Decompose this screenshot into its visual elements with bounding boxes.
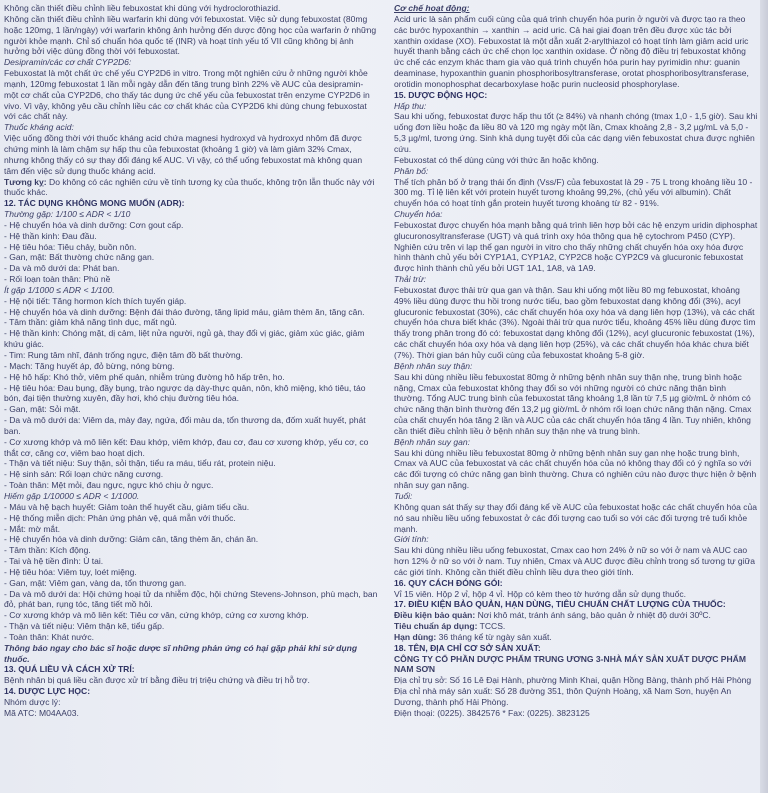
text-line: Không cần thiết điều chỉnh liều warfarin khi dùng với febuxostat. Việc sử dụng febuxostat (80mg hoặc 120mg, 1 lần/ngày) với warfarin không ảnh hưởng đến dược động học của warfarin ở những người khỏe mạnh. Chỉ số chuẩn hóa quốc tế (INR) và hoạt tính yếu tố VII cũng không bị ảnh hưởng bởi việc dùng đồng thời với febuxostat. xyxy=(4,13,377,57)
subheading: Ít gặp 1/1000 ≤ ADR < 1/100. xyxy=(4,284,115,295)
list-item: - Hệ thần kinh: Chóng mặt, dị cảm, liệt nửa người, ngủ gà, thay đổi vị giác, giảm xúc giác, giảm khứu giác. xyxy=(4,328,365,350)
list-item: - Tâm thần: giảm khả năng tình dục, mất ngủ. xyxy=(4,317,177,328)
subheading: Chuyển hóa: xyxy=(394,209,443,220)
section-heading: 12. TÁC DỤNG KHÔNG MONG MUỐN (ADR): xyxy=(4,198,185,209)
label: Tương kỵ: xyxy=(4,176,47,187)
subheading: Giới tính: xyxy=(394,534,429,545)
label: Hạn dùng: xyxy=(394,631,437,642)
text-line: Febuxostat được chuyển hóa mạnh bằng quá trình liên hợp bởi các hệ enzym uridin diphosphat glucuronosyltransferase (UGT) và quá trình oxy hóa thông qua hệ cytochrom P450 (CYP). Nghiên cứu trên vi lạp thể gan người in vitro cho thấy những chất chuyển hóa oxy hóa được hình thành chủ yếu bởi CYP1A1, CYP1A2, CYP2C8 hoặc CYP2C9 và glucuronic febuxostat được hình thành chủ yếu bởi UGT 1A1, 1A8, và 1A9. xyxy=(394,219,758,274)
subheading: Hiếm gặp 1/10000 ≤ ADR < 1/1000. xyxy=(4,490,140,501)
label: Điều kiện bảo quản: xyxy=(394,610,476,621)
list-item: - Mắt: mờ mắt. xyxy=(4,523,60,534)
text-line: Febuxostat được thải trừ qua gan và thận. Sau khi uống một liều 80 mg febuxostat, khoảng 49% liều dùng được thu hồi trong nước tiểu, bao gồm febuxostat dạng không đổi (3%), acyl glucuronic febuxostat (30%), các chất chuyển hóa oxy hóa và dạng liên hợp (13%), và các chất chuyển hóa chưa biết khác (3%). Ngoài thải trừ qua nước tiểu, khoảng 45% liều dùng được tìm thấy trong phân trong đó có: febuxostat dạng không đổi (12%), acyl glucuronic febuxostat (1%), các chất chuyển hóa oxy hóa và dạng liên hợp (25%), và các chất chuyển hóa khác chưa biết (7%). Thời gian bán hủy cuối cùng của febuxostat khoảng 5-8 giờ. xyxy=(394,284,756,360)
text-line: Febuxostat là một chất ức chế yếu CYP2D6 in vitro. Trong một nghiên cứu ở những người khỏe mạnh, 120mg febuxostat 1 lần mỗi ngày dẫn đến tăng trung bình 22% về AUC của desipramin- một cơ chất của CYP2D6, cho thấy tác dụng ức chế yếu của febuxostat trên enzyme CYP2D6 in vivo. Vì vậy, không yêu cầu chỉnh liều các cơ chất khác của CYP2D6 khi dùng chung febuxostat với các chất này. xyxy=(4,68,370,122)
list-item: - Hệ thống miễn dịch: Phản ứng phản vệ, quá mẫn với thuốc. xyxy=(4,512,236,523)
list-item: - Gan, mật: Sỏi mật. xyxy=(4,404,81,415)
address-line: Địa chỉ nhà máy sản xuất: Số 28 đường 351, thôn Quỳnh Hoàng, xã Nam Sơn, huyện An Dương, thành phố Hải Phòng. xyxy=(394,686,732,707)
list-item: - Thận và tiết niệu: Suy thận, sỏi thận, tiểu ra máu, tiểu rát, protein niệu. xyxy=(4,458,276,469)
text: Do không có các nghiên cứu về tính tương kỵ của thuốc, không trộn lẫn thuốc này với thuốc khác. xyxy=(4,176,375,198)
list-item: - Hệ tiêu hóa: Đau bụng, đầy bụng, trào ngược dạ dày-thực quản, nôn, khô miệng, khó tiêu, táo bón, đại tiện thường xuyên, đầy hơi, khó chịu đường tiêu hóa. xyxy=(4,382,366,404)
list-item: - Toàn thân: Khát nước. xyxy=(4,631,95,642)
section-heading: 14. DƯỢC LỰC HỌC: xyxy=(4,686,91,697)
text-line: Sau khi dùng nhiều liều uống febuxostat, Cmax cao hơn 24% ở nữ so với ở nam và AUC cao hơn 12% ở nữ so với ở nam. Tuy nhiên, Cmax và AUC được điều chỉnh trong số tương tự giữa các giới tính. Không cần thiết điều chỉnh liều dựa theo giới tính. xyxy=(394,545,756,577)
text-line xyxy=(4,177,378,199)
list-item: - Hệ chuyển hóa và dinh dưỡng: Bệnh đái tháo đường, tăng lipid máu, giảm thèm ăn, tăng cân. xyxy=(4,306,365,317)
list-item: - Hệ chuyển hóa và dinh dưỡng: Giảm cân, tăng thèm ăn, chán ăn. xyxy=(4,534,259,545)
list-item: - Da và mô dưới da: Phát ban. xyxy=(4,263,120,274)
text-line: Sau khi dùng nhiều liều febuxostat 80mg ở những bệnh nhân suy thận nhẹ, trung bình hoặc nặng, Cmax của febuxostat không thay đổi so với những người có chức năng thận bình thường. Tổng AUC trung bình của febuxostat tăng khoảng 1,8 lần từ 7,5 µg giờ/mL ở nhóm có chức năng thận bình thường đến 13,2 µg giờ/mL ở nhóm rối loạn chức năng thận nặng. Cmax của chất chuyển hóa tăng 2 lần và AUC của các chất chuyển hóa tăng 4 lần. Tuy nhiên, không cần thiết điều chỉnh liều ở bệnh nhân suy thận nhẹ và trung bình. xyxy=(394,371,752,436)
text: Nơi khô mát, tránh ánh sáng, bảo quản ở nhiệt độ dưới 30ºC. xyxy=(475,610,711,621)
text-line xyxy=(394,610,758,621)
section-heading: 15. DƯỢC ĐỘNG HỌC: xyxy=(394,89,488,100)
left-column xyxy=(4,3,378,719)
text-line: Sau khi uống, febuxostat được hấp thu tốt (≥ 84%) và nhanh chóng (tmax 1,0 - 1,5 giờ). Sau khi uống đơn liều hoặc đa liều 80 và 120 mg ngày một lần, Cmax khoảng 2,8 - 3,2 µg/mL và 5,0 - 5,3 µg/ml, tương ứng. Sinh khả dụng tuyệt đối của các dạng viên febuxostat chưa được nghiên cứu. xyxy=(394,111,758,154)
list-item: - Cơ xương khớp và mô liên kết: Tiêu cơ vân, cứng khớp, cứng cơ xương khớp. xyxy=(4,610,309,621)
section-heading: 16. QUY CÁCH ĐÓNG GÓI: xyxy=(394,577,503,588)
label: Tiêu chuẩn áp dụng: xyxy=(394,621,478,632)
list-item: - Thận và tiết niệu: Viêm thận kẽ, tiểu gấp. xyxy=(4,621,165,632)
list-item: - Hệ sinh sản: Rối loạn chức năng cương. xyxy=(4,469,164,480)
text: TCCS. xyxy=(477,621,506,632)
text-line: Không quan sát thấy sự thay đổi đáng kể về AUC của febuxostat hoặc các chất chuyển hóa của nó sau nhiều liều uống febuxostat ở các đối tượng cao tuổi so với các đối tượng trẻ tuổi khỏe mạnh. xyxy=(394,501,758,534)
subheading: Thường gặp: 1/100 ≤ ADR < 1/10 xyxy=(4,209,131,220)
list-item: - Da và mô dưới da: Viêm da, mày đay, ngứa, đổi màu da, tổn thương da, đốm xuất huyết, phát ban. xyxy=(4,415,366,436)
list-item: - Mạch: Tăng huyết áp, đỏ bừng, nóng bừng. xyxy=(4,360,175,371)
list-item: - Gan, mật: Bất thường chức năng gan. xyxy=(4,252,155,263)
warning-note: Thông báo ngay cho bác sĩ hoặc dược sĩ những phản ứng có hại gặp phải khi sử dụng thuốc. xyxy=(4,642,358,664)
subheading: Tuổi: xyxy=(394,490,413,501)
list-item: - Hệ tiêu hóa: Tiêu chảy, buồn nôn. xyxy=(4,241,137,252)
list-item: - Rối loạn toàn thân: Phù nề xyxy=(4,274,111,285)
text-line: Febuxostat có thể dùng cùng với thức ăn hoặc không. xyxy=(394,154,599,165)
list-item: - Hệ nội tiết: Tăng hormon kích thích tuyến giáp. xyxy=(4,295,187,306)
contact-line: Điện thoại: (0225). 3842576 * Fax: (0225). 3823125 xyxy=(394,707,590,718)
text-line: Nhóm dược lý: xyxy=(4,697,61,707)
list-item: - Toàn thân: Mệt mỏi, đau ngực, ngực khó chịu ở ngực. xyxy=(4,480,214,491)
text-line: Không cần thiết điều chỉnh liều febuxostat khi dùng với hydroclorothiazid. xyxy=(4,3,281,13)
section-heading: 17. ĐIỀU KIỆN BẢO QUẢN, HẠN DÙNG, TIÊU CHUẨN CHẤT LƯỢNG CỦA THUỐC: xyxy=(394,599,726,610)
list-item: - Hệ tiêu hóa: Viêm tụy, loét miệng. xyxy=(4,566,137,577)
list-item: - Da và mô dưới da: Hội chứng hoại tử da nhiễm độc, hội chứng Stevens-Johnson, phù mạch, ban đỏ, phát ban, rụng tóc, tăng tiết mồ hôi. xyxy=(4,588,378,610)
text-line: Việc uống đồng thời với thuốc kháng acid chứa magnesi hydroxyd và hydroxyd nhôm đã được chứng minh là làm chậm sự hấp thu của febuxostat (khoảng 1 giờ) và làm giảm 32% Cmax, nhưng không thấy có sự thay đổi đáng kể AUC. Vì vậy, có thể uống febuxostat mà không quan tâm đến việc sử dụng thuốc kháng acid. xyxy=(4,133,363,176)
text-line: Acid uric là sản phẩm cuối cùng của quá trình chuyển hóa purin ở người và được tạo ra theo các bước hypoxanthin → xanthin → acid uric. Cả hai giai đoạn trên đều được xúc tác bởi xanthin oxidase (XO). Febuxostat là một dẫn xuất 2-arylthiazol có hoạt tính làm giảm acid uric huyết thanh bằng cách ức chế chọn lọc xanthin oxidase. Ở nồng độ điều trị febuxostat không ức chế các enzym khác tham gia vào quá trình chuyển hóa purin hay pyrimidin như: guanin deaminase, hypoxanthin guanin phosphoribosyltransferase, orotat phosphoribosyltransferase, orotidin monophosphat decarboxylase hoặc purin nucleosid phosphorylase. xyxy=(394,13,749,89)
section-heading: 13. QUÁ LIỀU VÀ CÁCH XỬ TRÍ: xyxy=(4,664,135,675)
list-item: - Tim: Rung tâm nhĩ, đánh trống ngực, điện tâm đồ bất thường. xyxy=(4,350,243,360)
subheading: Bệnh nhân suy thận: xyxy=(394,360,473,371)
right-column xyxy=(394,3,758,719)
list-item: - Hệ hô hấp: Khó thở, viêm phế quản, nhiễm trùng đường hô hấp trên, ho. xyxy=(4,371,285,382)
text-line xyxy=(394,621,758,632)
list-item: - Hệ chuyển hóa và dinh dưỡng: Cơn gout cấp. xyxy=(4,219,184,230)
subheading: Cơ chế hoạt động: xyxy=(394,3,470,13)
list-item: - Tâm thần: Kích động. xyxy=(4,545,91,556)
text-line: Mã ATC: M04AA03. xyxy=(4,707,79,718)
list-item: - Máu và hệ bạch huyết: Giảm toàn thể huyết cầu, giảm tiểu cầu. xyxy=(4,501,250,512)
subheading: Thuốc kháng acid: xyxy=(4,122,74,133)
address-line: Địa chỉ trụ sở: Số 16 Lê Đại Hành, phường Minh Khai, quận Hồng Bàng, thành phố Hải Phòng xyxy=(394,675,752,686)
company-name: CÔNG TY CỔ PHẦN DƯỢC PHẨM TRUNG ƯƠNG 3-NHÀ MÁY SẢN XUẤT DƯỢC PHẨM NAM SƠN xyxy=(394,653,746,675)
text-line: Vỉ 15 viên. Hộp 2 vỉ, hộp 4 vỉ. Hộp có kèm theo tờ hướng dẫn sử dụng thuốc. xyxy=(394,588,687,599)
subheading: Thải trừ: xyxy=(394,274,427,285)
text-line: Bệnh nhân bị quá liều cần được xử trí bằng điều trị triệu chứng và điều trị hỗ trợ. xyxy=(4,675,310,686)
subheading: Bệnh nhân suy gan: xyxy=(394,436,471,447)
subheading: Phân bố: xyxy=(394,165,429,176)
page-edge xyxy=(760,0,768,793)
section-heading: 18. TÊN, ĐỊA CHỈ CƠ SỞ SẢN XUẤT: xyxy=(394,642,541,653)
list-item: - Tai và hệ tiền đình: Ù tai. xyxy=(4,556,104,567)
subheading: Hấp thu: xyxy=(394,100,427,111)
list-item: - Gan, mật: Viêm gan, vàng da, tổn thương gan. xyxy=(4,577,187,588)
list-item: - Hệ thần kinh: Đau đầu. xyxy=(4,230,97,241)
text-line: Thể tích phân bố ở trạng thái ổn định (Vss/F) của febuxostat là 29 - 75 L trong khoảng liều 10 - 300 mg. Tỉ lệ liên kết với protein huyết tương khoảng 99,2%, (chủ yếu với albumin). Chất chuyển hóa có hoạt tính gắn protein huyết tương khoảng từ 82 - 91%. xyxy=(394,176,753,209)
text-line: Sau khi dùng nhiều liều febuxostat 80mg ở những bệnh nhân suy gan nhẹ hoặc trung bình, Cmax và AUC của febuxostat và các chất chuyển hóa của nó không thay đổi có ý nghĩa so với các đối tượng có chức năng gan bình thường. Chưa có nghiên cứu nào được thực hiện ở bệnh nhân suy gan nặng. xyxy=(394,447,757,491)
text: 36 tháng kể từ ngày sản xuất. xyxy=(436,631,552,642)
text-line xyxy=(394,632,758,643)
subheading: Desipramin/các cơ chất CYP2D6: xyxy=(4,57,132,68)
list-item: - Cơ xương khớp và mô liên kết: Đau khớp, viêm khớp, đau cơ, đau cơ xương khớp, yếu cơ, co thắt cơ, căng cơ, viêm bao hoạt dịch. xyxy=(4,436,369,458)
